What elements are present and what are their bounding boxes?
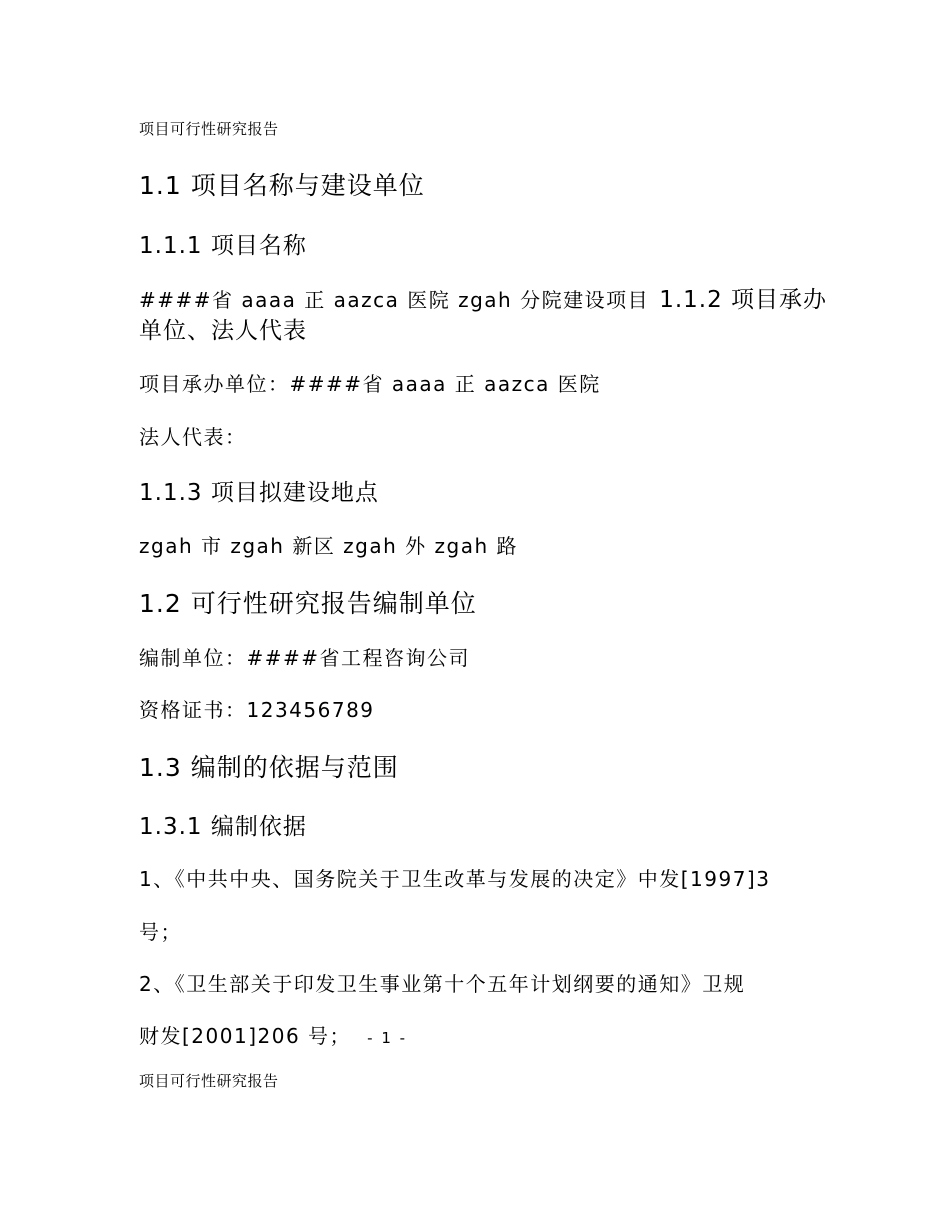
running-header: 项目可行性研究报告 [139, 120, 279, 138]
running-header-next-page: 项目可行性研究报告 [139, 1072, 279, 1090]
location-line: zgah 市 zgah 新区 zgah 外 zgah 路 [139, 534, 519, 558]
undertaker-line: 项目承办单位：####省 aaaa 正 aazca 医院 [139, 372, 601, 396]
section-1-1-2-heading-part2: 单位、法人代表 [139, 318, 307, 344]
basis-item-2-line2 [139, 1020, 407, 1049]
section-1-1-2-heading-part1: 1.1.2 项目承办 [659, 287, 828, 313]
legal-representative-line: 法人代表： [139, 425, 247, 449]
section-1-3-1-heading: 1.3.1 编制依据 [139, 814, 307, 840]
project-name-text: ####省 aaaa 正 aazca 医院 zgah 分院建设项目 [139, 288, 650, 312]
basis-item-1-line2: 号； [139, 920, 182, 944]
section-1-1-3-heading: 1.1.3 项目拟建设地点 [139, 480, 379, 506]
basis-item-1-line1: 1、《中共中央、国务院关于卫生改革与发展的决定》中发[1997]3 [139, 867, 771, 891]
basis-item-2-line1: 2、《卫生部关于印发卫生事业第十个五年计划纲要的通知》卫规 [139, 972, 746, 996]
section-1-1-heading: 1.1 项目名称与建设单位 [139, 171, 425, 200]
section-1-3-heading: 1.3 编制的依据与范围 [139, 753, 399, 782]
section-1-1-1-heading: 1.1.1 项目名称 [139, 233, 307, 259]
project-name-line [139, 281, 827, 314]
section-1-2-heading: 1.2 可行性研究报告编制单位 [139, 589, 477, 618]
page-number: - 1 - [367, 1029, 408, 1047]
compiler-line: 编制单位：####省工程咨询公司 [139, 646, 471, 670]
basis-item-2-text: 财发[2001]206 号； [139, 1024, 352, 1048]
certificate-line: 资格证书：123456789 [139, 698, 375, 722]
